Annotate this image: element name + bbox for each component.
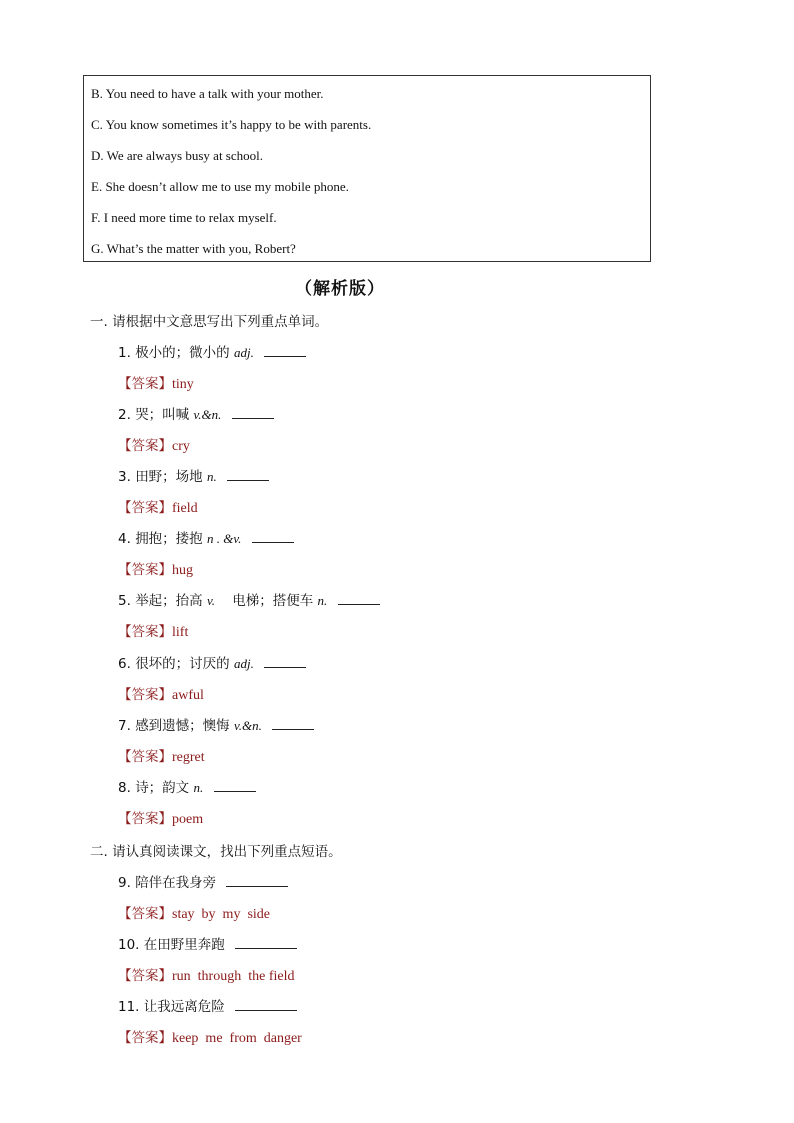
answer-tag: 【答案】 <box>118 906 172 922</box>
question-number: 7. <box>118 718 131 734</box>
question-number: 2. <box>118 407 131 423</box>
answer-value: regret <box>172 750 205 765</box>
question-chinese: 诗；韵文 <box>135 780 190 796</box>
answer-item <box>118 623 188 642</box>
answer-value: hug <box>172 563 193 578</box>
answer-value: tiny <box>172 377 194 392</box>
question-item <box>118 779 256 797</box>
answer-tag: 【答案】 <box>118 438 172 454</box>
answer-blank <box>232 406 274 419</box>
answer-value: poem <box>172 812 204 827</box>
answer-item <box>118 561 193 580</box>
part-of-speech: n . &v. <box>206 531 242 546</box>
question-item <box>118 406 274 424</box>
answer-tag: 【答案】 <box>118 376 172 392</box>
answer-blank <box>235 936 297 949</box>
question-chinese: 陪伴在我身旁 <box>135 875 217 891</box>
answer-item <box>118 375 194 394</box>
answer-item <box>118 499 198 518</box>
question-number: 9. <box>118 875 131 891</box>
part-of-speech: adj. <box>233 656 254 671</box>
part-of-speech: n. <box>206 469 217 484</box>
answer-value: awful <box>172 688 204 703</box>
phrase-item <box>118 998 297 1016</box>
answer-value: cry <box>172 439 190 454</box>
answer-blank <box>227 468 269 481</box>
options-box <box>83 75 651 262</box>
option-g: G. What’s the matter with you, Robert? <box>91 241 296 256</box>
question-chinese: 极小的；微小的 <box>135 345 230 361</box>
answer-value: stay by my side <box>172 907 270 922</box>
question-item <box>118 468 269 486</box>
answer-blank <box>272 717 314 730</box>
part-of-speech: n. <box>193 780 204 795</box>
answer-tag: 【答案】 <box>118 968 172 984</box>
question-chinese: 很坏的；讨厌的 <box>135 656 230 672</box>
option-c: C. You know sometimes it’s happy to be with parents. <box>91 117 372 132</box>
part-of-speech: v. <box>206 593 216 608</box>
section-1-title: 一. 请根据中文意思写出下列重点单词。 <box>90 314 329 330</box>
answer-tag: 【答案】 <box>118 749 172 765</box>
answer-value: lift <box>172 625 189 640</box>
answer-item <box>118 905 270 924</box>
part-of-speech: v.&n. <box>193 407 222 422</box>
question-number: 5. <box>118 593 131 609</box>
option-b: B. You need to have a talk with your mother. <box>91 86 324 101</box>
part-of-speech: v.&n. <box>233 718 262 733</box>
question-item <box>118 344 306 362</box>
question-number: 1. <box>118 345 131 361</box>
answer-blank <box>264 655 306 668</box>
option-e: E. She doesn’t allow me to use my mobile phone. <box>91 179 349 194</box>
option-d: D. We are always busy at school. <box>91 148 264 163</box>
question-number: 8. <box>118 780 131 796</box>
part-of-speech-2: n. <box>317 593 328 608</box>
question-item <box>118 717 314 735</box>
question-number: 6. <box>118 656 131 672</box>
section-2-title: 二. 请认真阅读课文，找出下列重点短语。 <box>90 844 342 860</box>
question-chinese: 感到遗憾；懊悔 <box>135 718 230 734</box>
option-f: F. I need more time to relax myself. <box>91 210 277 225</box>
answer-blank <box>235 998 297 1011</box>
question-chinese-2: 电梯；搭便车 <box>232 593 314 609</box>
question-chinese: 哭；叫喊 <box>135 407 190 423</box>
answer-item <box>118 748 205 767</box>
question-chinese: 拥抱；搂抱 <box>135 531 203 547</box>
page-heading: （解析版） <box>295 279 385 299</box>
phrase-item <box>118 874 288 892</box>
phrase-item <box>118 936 297 954</box>
question-number: 3. <box>118 469 131 485</box>
question-number: 4. <box>118 531 131 547</box>
answer-tag: 【答案】 <box>118 500 172 516</box>
question-chinese: 田野；场地 <box>135 469 203 485</box>
question-item <box>118 592 380 610</box>
question-chinese: 在田野里奔跑 <box>143 937 225 953</box>
question-chinese: 让我远离危险 <box>143 999 225 1015</box>
answer-tag: 【答案】 <box>118 811 172 827</box>
question-number: 11. <box>118 999 140 1015</box>
question-chinese: 举起；抬高 <box>135 593 203 609</box>
part-of-speech: adj. <box>233 345 254 360</box>
answer-blank <box>338 592 380 605</box>
answer-blank <box>252 530 294 543</box>
answer-blank <box>214 779 256 792</box>
answer-blank <box>226 874 288 887</box>
answer-item <box>118 810 203 829</box>
answer-value: field <box>172 501 198 516</box>
question-item <box>118 655 306 673</box>
answer-item <box>118 437 190 456</box>
answer-value: run through the field <box>172 969 295 984</box>
answer-tag: 【答案】 <box>118 1030 172 1046</box>
question-item <box>118 530 294 548</box>
answer-item <box>118 1029 302 1048</box>
question-number: 10. <box>118 937 140 953</box>
answer-tag: 【答案】 <box>118 624 172 640</box>
answer-tag: 【答案】 <box>118 562 172 578</box>
answer-tag: 【答案】 <box>118 687 172 703</box>
answer-item <box>118 967 294 986</box>
answer-blank <box>264 344 306 357</box>
answer-item <box>118 686 204 705</box>
answer-value: keep me from danger <box>172 1031 302 1046</box>
